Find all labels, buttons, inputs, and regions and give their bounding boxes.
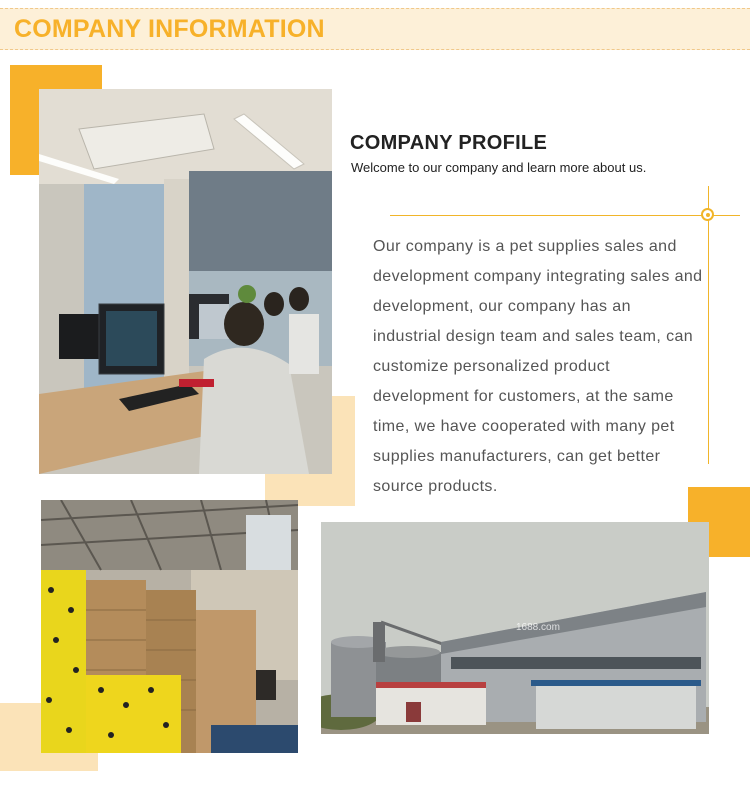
photo-watermark: 1688.com — [516, 622, 560, 633]
divider-horizontal — [390, 215, 740, 216]
profile-description: Our company is a pet supplies sales and development company integrating sales and development, our company has an industrial design team and sales team, can customize personalized product development for customers, at the same time, we have cooperated with many pet supplies manufacturers, can get better source products. — [373, 238, 703, 495]
section-title: COMPANY INFORMATION — [14, 15, 325, 43]
profile-subtitle: Welcome to our company and learn more about us. — [351, 160, 647, 175]
warehouse-photo — [41, 500, 298, 753]
profile-title: COMPANY PROFILE — [350, 132, 548, 154]
divider-vertical — [708, 186, 709, 464]
circle-marker-icon — [701, 208, 714, 221]
section-banner — [0, 8, 750, 50]
office-photo — [39, 89, 332, 474]
factory-photo — [321, 522, 709, 734]
